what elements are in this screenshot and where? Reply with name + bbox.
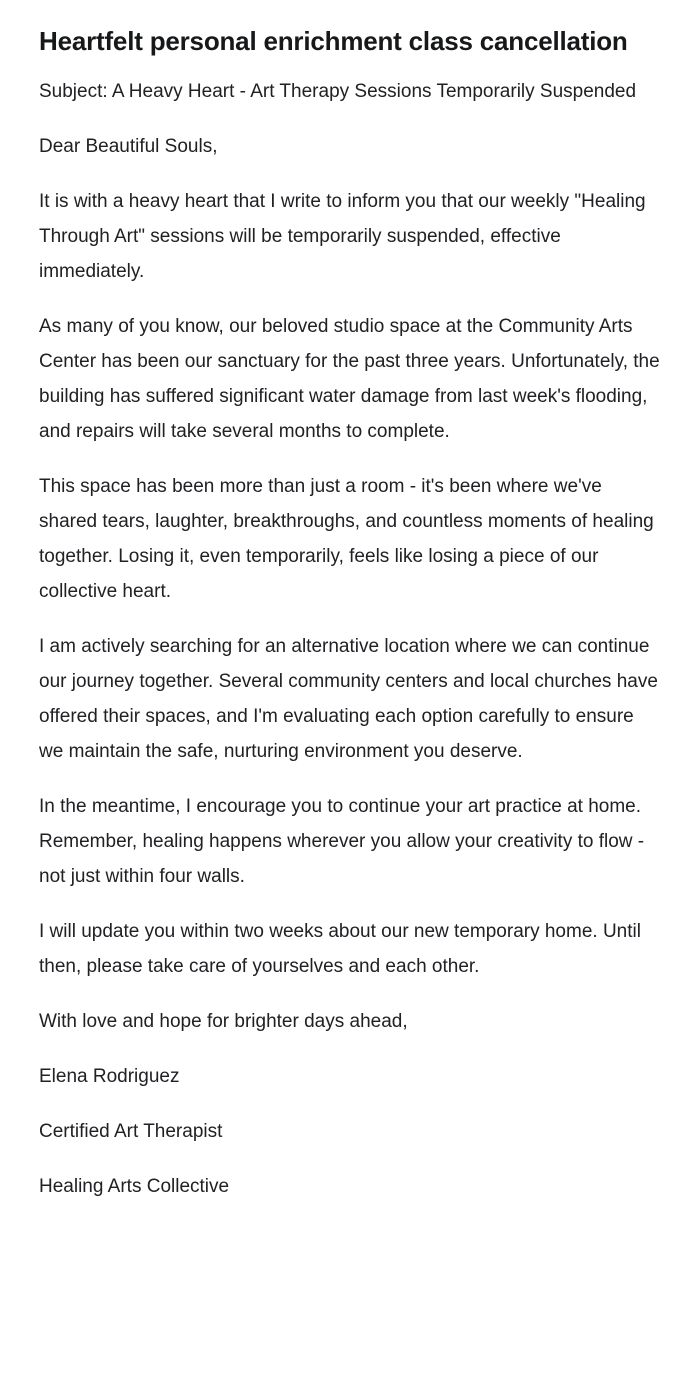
- signature-organization: Healing Arts Collective: [39, 1176, 230, 1197]
- signature-name: Elena Rodriguez: [39, 1066, 180, 1087]
- page-title: Heartfelt personal enrichment class cancellation: [39, 26, 628, 56]
- paragraph-encouragement: In the meantime, I encourage you to continue your art practice at home. Remember, healing happens wherever you allow your creativity to flow - not just within four walls.: [39, 796, 650, 887]
- signature-title: Certified Art Therapist: [39, 1121, 223, 1142]
- subject-line: Subject: A Heavy Heart - Art Therapy Sessions Temporarily Suspended: [39, 81, 637, 102]
- salutation: Dear Beautiful Souls,: [39, 136, 218, 157]
- paragraph-sentiment: This space has been more than just a room - it's been where we've shared tears, laughter, breakthroughs, and countless moments of healing together. Losing it, even temporarily, feels like losing a piece of our collective heart.: [39, 476, 659, 602]
- closing: With love and hope for brighter days ahead,: [39, 1011, 408, 1032]
- paragraph-reason: As many of you know, our beloved studio space at the Community Arts Center has been our sanctuary for the past three years. Unfortunately, the building has suffered significant water damage from last week's flooding, and repairs will take several months to complete.: [39, 316, 665, 442]
- paragraph-announcement: It is with a heavy heart that I write to inform you that our weekly "Healing Through Art" sessions will be temporarily suspended, effective immediately.: [39, 191, 651, 282]
- paragraph-update: I will update you within two weeks about our new temporary home. Until then, please take care of yourselves and each other.: [39, 921, 647, 977]
- paragraph-search: I am actively searching for an alternative location where we can continue our journey together. Several community centers and local churches have offered their spaces, and I'm evaluating each option carefully to ensure we maintain the safe, nurturing environment you deserve.: [39, 636, 664, 762]
